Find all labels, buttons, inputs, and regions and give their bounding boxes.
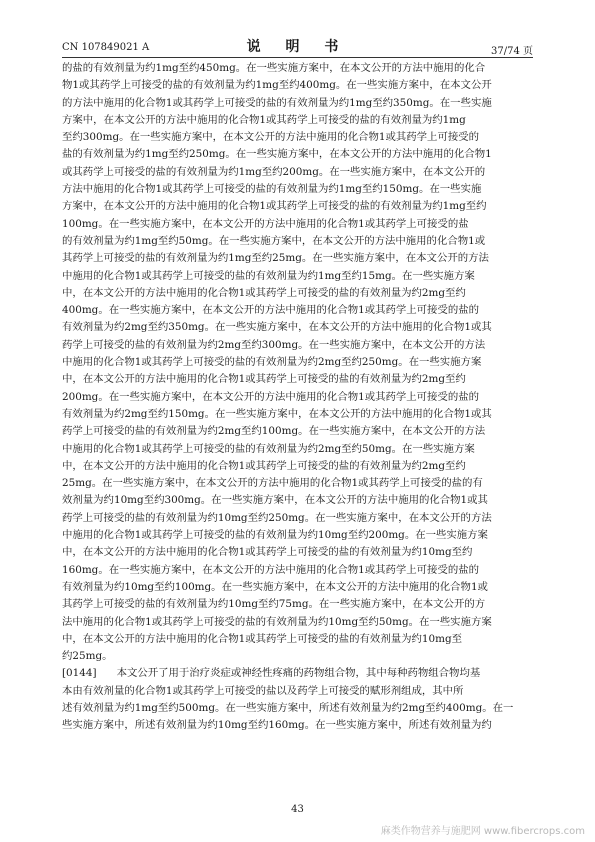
text-line: 中施用的化合物1或其药学上可接受的盐的有效剂量为约2mg至约50mg。在一些实施方案 bbox=[62, 442, 475, 455]
text-line: 效剂量为约10mg至约300mg。在一些实施方案中，在本文公开的方法中施用的化合物1或其 bbox=[62, 494, 488, 507]
document-title: 说 明 书 bbox=[246, 39, 349, 55]
page-indicator: 37/74 页 bbox=[491, 46, 533, 57]
text-line: 至约300mg。在一些实施方案中，在本文公开的方法中施用的化合物1或其药学上可接受的 bbox=[62, 131, 480, 144]
page-number: 43 bbox=[291, 804, 304, 815]
text-line: 约25mg。 bbox=[62, 650, 113, 663]
text-line: 中，在本文公开的方法中施用的化合物1或其药学上可接受的盐的有效剂量为约2mg至约 bbox=[62, 286, 466, 299]
text-line: 法中施用的化合物1或其药学上可接受的盐的有效剂量为约10mg至约50mg。在一些实施方案 bbox=[62, 615, 492, 628]
text-line: 些实施方案中，所述有效剂量为约10mg至约160mg。在一些实施方案中，所述有效剂量为约 bbox=[62, 719, 492, 732]
text-line: 方案中，在本文公开的方法中施用的化合物1或其药学上可接受的盐的有效剂量为约1mg至约 bbox=[62, 200, 487, 213]
text-line: 物1或其药学上可接受的盐的有效剂量为约1mg至约400mg。在一些实施方案中，在本文公开 bbox=[62, 79, 492, 92]
text-line: 有效剂量为约2mg至约150mg。在一些实施方案中，在本文公开的方法中施用的化合物1或其 bbox=[62, 407, 492, 420]
text-line: 25mg。在一些实施方案中，在本文公开的方法中施用的化合物1或其药学上可接受的盐的有 bbox=[62, 477, 483, 490]
watermark: 麻类作物营养与施肥网 www.fibercrops.com bbox=[380, 826, 585, 837]
paragraph-0144 bbox=[62, 665, 533, 734]
text-line: 中施用的化合物1或其药学上可接受的盐的有效剂量为约2mg至约250mg。在一些实施方案 bbox=[62, 356, 482, 369]
body-paragraph bbox=[62, 60, 533, 665]
patent-number: CN 107849021 A bbox=[62, 42, 150, 53]
text-line: 的有效剂量为约1mg至约50mg。在一些实施方案中，在本文公开的方法中施用的化合物1或 bbox=[62, 234, 486, 247]
paragraph-number: [0144] bbox=[62, 667, 97, 680]
page-header bbox=[62, 36, 533, 56]
text-line: 盐的有效剂量为约1mg至约250mg。在一些实施方案中，在本文公开的方法中施用的化合物1 bbox=[62, 148, 492, 161]
text-line: 有效剂量为约10mg至约100mg。在一些实施方案中，在本文公开的方法中施用的化合物1或 bbox=[62, 580, 488, 593]
text-line: 本由有效剂量的化合物1或其药学上可接受的盐以及药学上可接受的赋形剂组成，其中所 bbox=[62, 684, 464, 697]
text-line: 药学上可接受的盐的有效剂量为约10mg至约250mg。在一些实施方案中，在本文公开的方法 bbox=[62, 511, 492, 524]
text-line: 的方法中施用的化合物1或其药学上可接受的盐的有效剂量为约1mg至约350mg。在一些实施 bbox=[62, 96, 492, 109]
text-line-content: 本文公开了用于治疗炎症或神经性疼痛的药物组合物，其中每种药物组合物均基 bbox=[116, 667, 481, 680]
text-line: 的盐的有效剂量为约1mg至约450mg。在一些实施方案中，在本文公开的方法中施用的化合 bbox=[62, 62, 486, 74]
text-line: 400mg。在一些实施方案中，在本文公开的方法中施用的化合物1或其药学上可接受的盐的 bbox=[62, 304, 480, 317]
text-line: 药学上可接受的盐的有效剂量为约2mg至约300mg。在一些实施方案中，在本文公开的方法 bbox=[62, 338, 486, 351]
text-line: 或其药学上可接受的盐的有效剂量为约1mg至约200mg。在一些实施方案中，在本文公开的 bbox=[62, 165, 486, 178]
text-line: 100mg。在一些实施方案中，在本文公开的方法中施用的化合物1或其药学上可接受的盐 bbox=[62, 217, 469, 230]
text-line: 其药学上可接受的盐的有效剂量为约1mg至约25mg。在一些实施方案中，在本文公开的方法 bbox=[62, 252, 489, 265]
header-divider bbox=[62, 57, 533, 58]
text-line: 中，在本文公开的方法中施用的化合物1或其药学上可接受的盐的有效剂量为约2mg至约 bbox=[62, 373, 466, 386]
text-line: 中，在本文公开的方法中施用的化合物1或其药学上可接受的盐的有效剂量为约10mg至 bbox=[62, 632, 463, 645]
text-line: 中，在本文公开的方法中施用的化合物1或其药学上可接受的盐的有效剂量为约10mg至约 bbox=[62, 546, 473, 559]
text-line: 中施用的化合物1或其药学上可接受的盐的有效剂量为约1mg至约15mg。在一些实施方案 bbox=[62, 269, 475, 282]
text-line: 药学上可接受的盐的有效剂量为约2mg至约100mg。在一些实施方案中，在本文公开的方法 bbox=[62, 425, 486, 438]
text-line: 200mg。在一些实施方案中，在本文公开的方法中施用的化合物1或其药学上可接受的盐的 bbox=[62, 390, 480, 403]
text-line: 160mg。在一些实施方案中，在本文公开的方法中施用的化合物1或其药学上可接受的盐的 bbox=[62, 563, 480, 576]
text-line: 述有效剂量为约1mg至约500mg。在一些实施方案中，所述有效剂量为约2mg至约400mg。在一 bbox=[62, 701, 514, 714]
text-line: 方案中，在本文公开的方法中施用的化合物1或其药学上可接受的盐的有效剂量为约1mg bbox=[62, 113, 466, 126]
body-text bbox=[62, 60, 533, 735]
text-line: 有效剂量为约2mg至约350mg。在一些实施方案中，在本文公开的方法中施用的化合物1或其 bbox=[62, 321, 492, 334]
text-line: 中施用的化合物1或其药学上可接受的盐的有效剂量为约10mg至约200mg。在一些实施方案 bbox=[62, 529, 488, 542]
text-line: 中，在本文公开的方法中施用的化合物1或其药学上可接受的盐的有效剂量为约2mg至约 bbox=[62, 459, 466, 472]
text-line bbox=[62, 665, 533, 682]
text-line: 其药学上可接受的盐的有效剂量为约10mg至约75mg。在一些实施方案中，在本文公开的方 bbox=[62, 598, 486, 611]
text-line: 方法中施用的化合物1或其药学上可接受的盐的有效剂量为约1mg至约150mg。在一些实施 bbox=[62, 183, 482, 196]
